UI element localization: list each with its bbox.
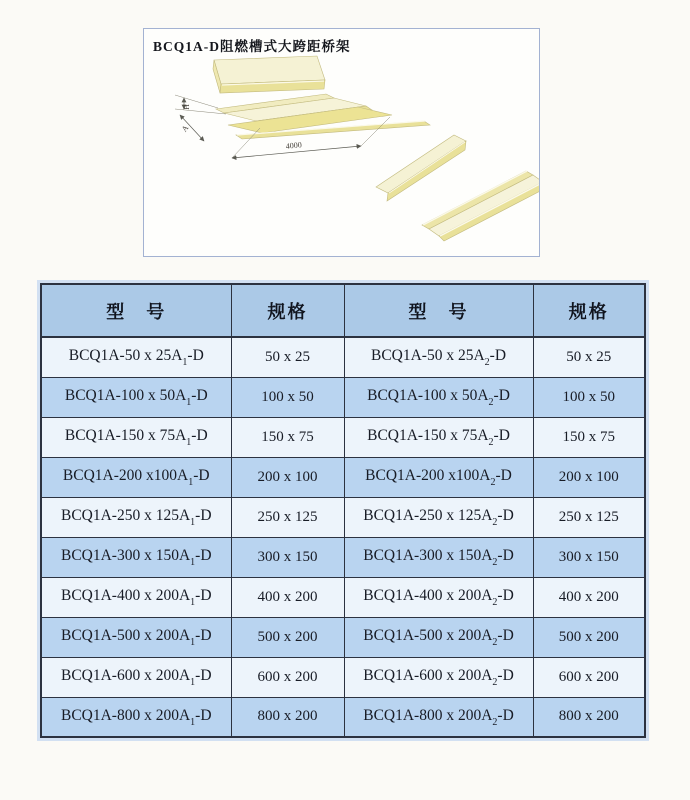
- left-model-subscript: 1: [190, 557, 196, 569]
- right-model-cell: BCQ1A-600 x $200A_2-D$: [344, 657, 533, 697]
- left-spec-cell: 600 x 200: [231, 657, 344, 697]
- left-model-cell: BCQ1A-200 $x100A_1-D$: [41, 457, 231, 497]
- right-model-subscript: 2: [490, 477, 496, 489]
- tray-cover-piece-right: [376, 135, 466, 201]
- right-spec-cell: 200 x 100: [533, 457, 645, 497]
- left-model-subscript: 1: [190, 517, 196, 529]
- right-model-subscript: 2: [488, 397, 494, 409]
- right-model-cell: BCQ1A-50 x $25A_2-D$: [344, 337, 533, 377]
- col-header-model-left: 型 号: [41, 284, 231, 337]
- product-isometric-drawing: [144, 29, 539, 256]
- left-model-cell: BCQ1A-100 x $50A_1-D$: [41, 377, 231, 417]
- right-spec-cell: 100 x 50: [533, 377, 645, 417]
- left-model-subscript: 1: [190, 597, 196, 609]
- tray-piece-with-dimensions: [175, 94, 430, 158]
- right-model-subscript: 2: [484, 357, 490, 369]
- left-model-cell: BCQ1A-150 x $75A_1-D$: [41, 417, 231, 457]
- right-model-subscript: 2: [492, 637, 498, 649]
- product-title: BCQ1A-D阻燃槽式大跨距桥架: [153, 39, 351, 54]
- dim-height-label: H: [182, 104, 191, 110]
- right-spec-cell: 400 x 200: [533, 577, 645, 617]
- left-model-cell: BCQ1A-300 x $150A_1-D$: [41, 537, 231, 577]
- left-model-subscript: 1: [190, 716, 196, 728]
- product-drawing-panel: [143, 28, 540, 257]
- right-model-cell: BCQ1A-200 $x100A_2-D$: [344, 457, 533, 497]
- right-model-cell: BCQ1A-100 x $50A_2-D$: [344, 377, 533, 417]
- tray-piece-bottom-right: [422, 171, 539, 241]
- left-spec-cell: 300 x 150: [231, 537, 344, 577]
- right-spec-cell: 800 x 200: [533, 697, 645, 737]
- right-model-subscript: 2: [492, 517, 498, 529]
- right-model-subscript: 2: [492, 557, 498, 569]
- right-model-subscript: 2: [492, 716, 498, 728]
- right-model-cell: BCQ1A-400 x $200A_2-D$: [344, 577, 533, 617]
- right-spec-cell: 150 x 75: [533, 417, 645, 457]
- right-spec-cell: 250 x 125: [533, 497, 645, 537]
- right-model-cell: BCQ1A-150 x $75A_2-D$: [344, 417, 533, 457]
- spec-table-row: [41, 697, 645, 737]
- right-spec-cell: 500 x 200: [533, 617, 645, 657]
- right-model-cell: BCQ1A-300 x $150A_2-D$: [344, 537, 533, 577]
- left-model-subscript: 1: [186, 397, 192, 409]
- spec-table-row: [41, 417, 645, 457]
- dim-width-label: A: [179, 123, 191, 134]
- spec-table-row: [41, 657, 645, 697]
- dim-length-label: 4000: [285, 140, 303, 151]
- left-spec-cell: 200 x 100: [231, 457, 344, 497]
- col-header-spec-left: 规格: [231, 284, 344, 337]
- right-model-cell: BCQ1A-800 x $200A_2-D$: [344, 697, 533, 737]
- spec-table-row: [41, 337, 645, 377]
- right-spec-cell: 600 x 200: [533, 657, 645, 697]
- right-model-subscript: 2: [492, 677, 498, 689]
- left-model-subscript: 1: [188, 477, 194, 489]
- left-model-subscript: 1: [186, 437, 192, 449]
- left-model-cell: BCQ1A-600 x $200A_1-D$: [41, 657, 231, 697]
- spec-table-header-row: [41, 284, 645, 337]
- spec-table-row: [41, 577, 645, 617]
- left-model-cell: BCQ1A-800 x $200A_1-D$: [41, 697, 231, 737]
- left-spec-cell: 250 x 125: [231, 497, 344, 537]
- left-model-cell: BCQ1A-400 x $200A_1-D$: [41, 577, 231, 617]
- left-model-cell: BCQ1A-500 x $200A_1-D$: [41, 617, 231, 657]
- left-model-cell: BCQ1A-50 x $25A_1-D$: [41, 337, 231, 377]
- right-model-cell: BCQ1A-500 x $200A_2-D$: [344, 617, 533, 657]
- left-spec-cell: 100 x 50: [231, 377, 344, 417]
- spec-table-row: [41, 497, 645, 537]
- left-model-subscript: 1: [182, 357, 188, 369]
- left-model-subscript: 1: [190, 677, 196, 689]
- spec-table-row: [41, 617, 645, 657]
- left-spec-cell: 800 x 200: [231, 697, 344, 737]
- right-spec-cell: 300 x 150: [533, 537, 645, 577]
- left-spec-cell: 400 x 200: [231, 577, 344, 617]
- left-spec-cell: 150 x 75: [231, 417, 344, 457]
- right-model-subscript: 2: [492, 597, 498, 609]
- right-spec-cell: 50 x 25: [533, 337, 645, 377]
- right-model-cell: BCQ1A-250 x $125A_2-D$: [344, 497, 533, 537]
- col-header-model-right: 型 号: [344, 284, 533, 337]
- left-model-cell: BCQ1A-250 x $125A_1-D$: [41, 497, 231, 537]
- tray-cover-piece-top: [213, 56, 325, 93]
- spec-table-row: [41, 377, 645, 417]
- right-model-subscript: 2: [488, 437, 494, 449]
- left-spec-cell: 500 x 200: [231, 617, 344, 657]
- left-model-subscript: 1: [190, 637, 196, 649]
- col-header-spec-right: 规格: [533, 284, 645, 337]
- spec-table-row: [41, 537, 645, 577]
- spec-table-row: [41, 457, 645, 497]
- left-spec-cell: 50 x 25: [231, 337, 344, 377]
- spec-table: [40, 283, 646, 738]
